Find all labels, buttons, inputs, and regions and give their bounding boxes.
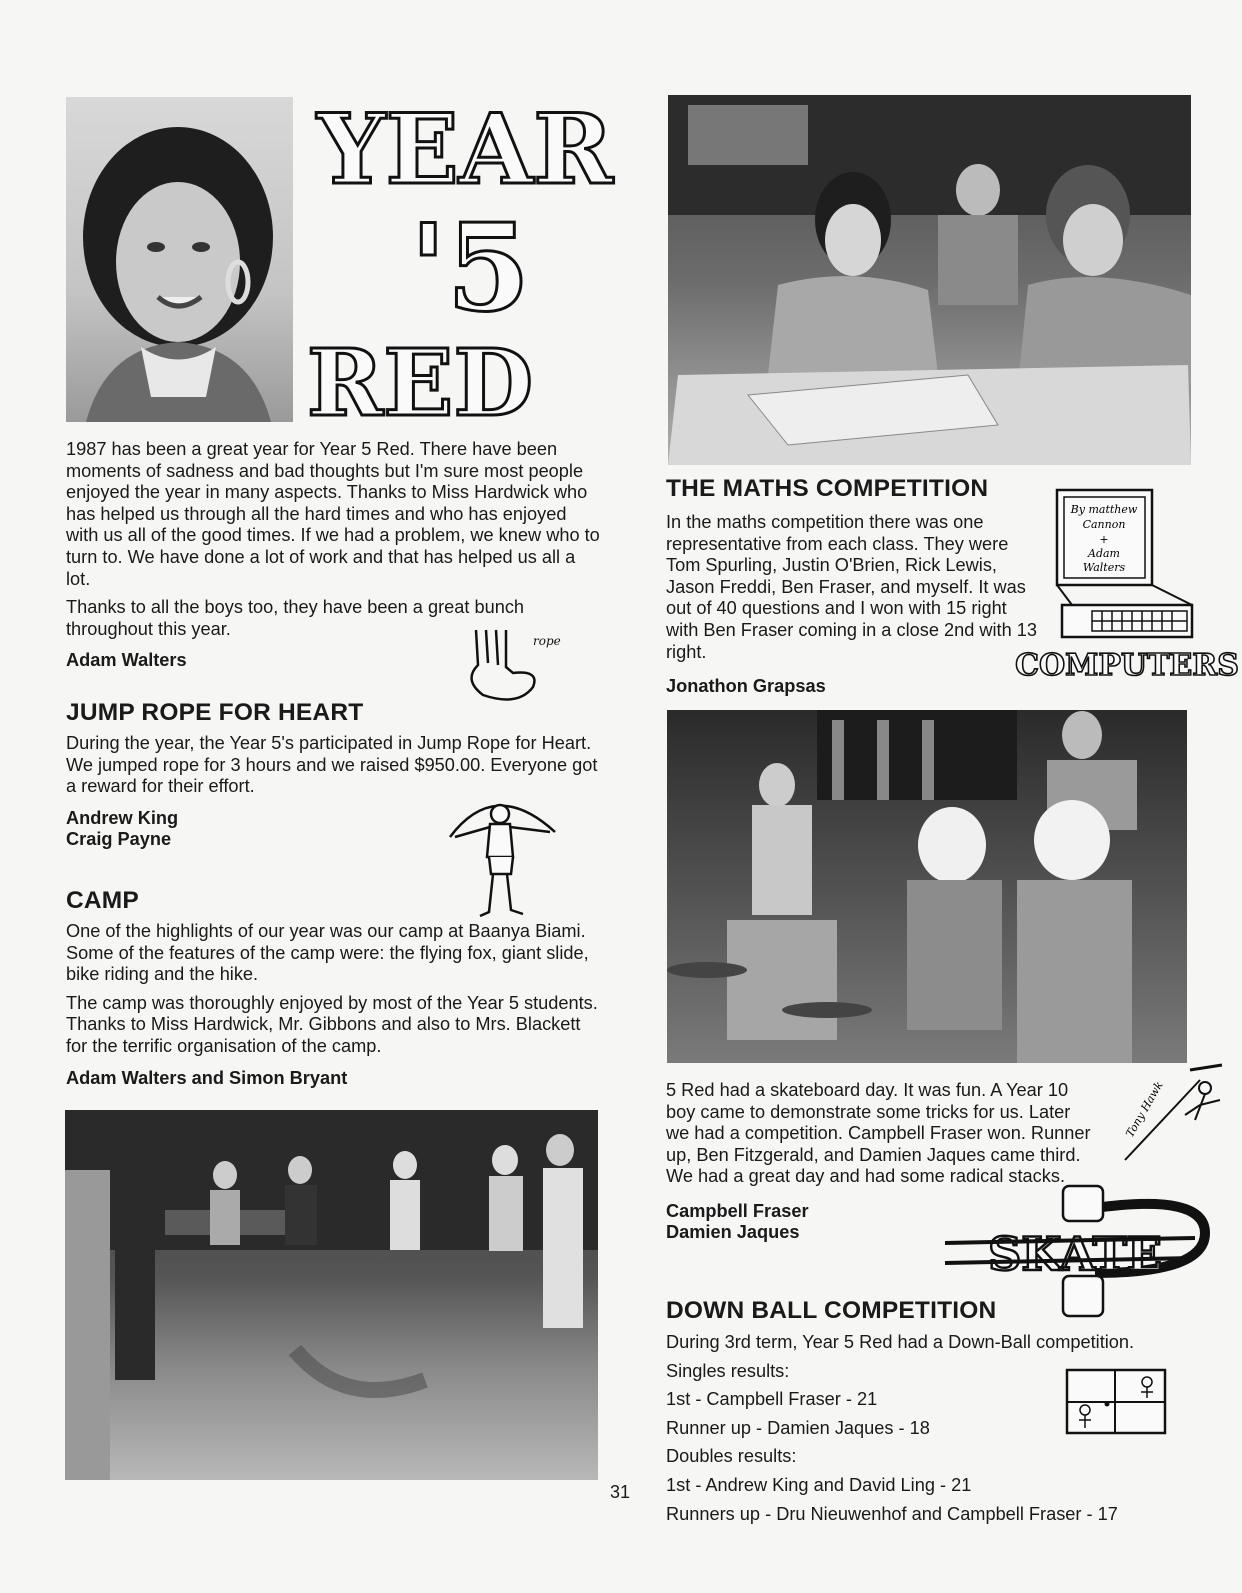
down-ball-line-2: Singles results: [666, 1360, 790, 1381]
jump-rope-heading: JUMP ROPE FOR HEART [66, 699, 364, 726]
camp-paragraph-2: The camp was thoroughly enjoyed by most of the Year 5 students. Thanks to Miss Hardwick, Mr. Gibbons and also to Mrs. Blackett for the terrific organisation of the camp. [66, 992, 598, 1056]
maths-heading: THE MATHS COMPETITION [666, 475, 989, 502]
maths-classroom-photo [668, 95, 1191, 465]
intro-author: Adam Walters [66, 650, 187, 671]
title-art-year: YEAR [317, 93, 613, 206]
maths-section [666, 475, 1051, 698]
computer-credit-line-4: Adam [1088, 547, 1120, 560]
jump-rope-author-1: Andrew King [66, 807, 179, 828]
camp-section [66, 887, 601, 1089]
page-number: 31 [610, 1482, 631, 1502]
rope-doodle-label: rope [533, 634, 561, 648]
down-ball-court-doodle [1065, 1368, 1167, 1435]
jump-rope-author-2: Craig Payne [66, 829, 172, 850]
down-ball-line-7: Runners up - Dru Nieuwenhof and Campbell Fraser - 17 [666, 1503, 1118, 1524]
camp-heading: CAMP [66, 887, 139, 914]
down-ball-line-4: Runner up - Damien Jaques - 18 [666, 1417, 930, 1438]
year-5-red-title-art [306, 93, 613, 437]
title-art-five: '5 [409, 198, 531, 339]
title-art-red: RED [306, 329, 534, 437]
maths-text: In the maths competition there was one representative from each class. They were Tom Spurling, Justin O'Brien, Rick Lewis, Jason Freddi, Ben Fraser, and myself. It was out of 40 questions and I won with 15 right with Ben Fraser coming in a close 2nd with 13 right. [666, 512, 1038, 662]
skate-word-art: SKATE [988, 1227, 1162, 1281]
down-ball-line-5: Doubles results: [666, 1446, 797, 1467]
teacher-portrait-photo [66, 97, 293, 422]
computer-credit-line-1: By matthew [1070, 503, 1138, 516]
skateboard-text: 5 Red had a skateboard day. It was fun. A Year 10 boy came to demonstrate some tricks for us. Later we had a competition. Campbell Fraser won. Runner up, Ben Fitzgerald, and Damien Jaques came third. We had a great day and had some radical stacks. [666, 1080, 1091, 1187]
computer-credit-line-5: Walters [1082, 561, 1126, 574]
computers-word-art: COMPUTERS [1015, 648, 1239, 683]
down-ball-line-1: During 3rd term, Year 5 Red had a Down-Ball competition. [666, 1332, 1135, 1352]
skater-credit: Tony Hawk [1123, 1079, 1166, 1140]
camp-author: Adam Walters and Simon Bryant [66, 1067, 348, 1088]
computer-doodle [1015, 485, 1239, 690]
rope-doodle [458, 625, 568, 705]
jump-rope-text: During the year, the Year 5's participated in Jump Rope for Heart. We jumped rope for 3 hours and we raised $950.00. Everyone got a reward for their effort. [66, 733, 598, 797]
skateboard-author-2: Damien Jaques [666, 1222, 800, 1243]
down-ball-heading: DOWN BALL COMPETITION [666, 1297, 997, 1324]
skateboard-day-photo [667, 710, 1187, 1063]
maths-author: Jonathon Grapsas [666, 676, 826, 697]
computer-credit-line-3: + [1099, 533, 1109, 546]
skateboard-author-1: Campbell Fraser [666, 1200, 809, 1221]
down-ball-line-3: 1st - Campbell Fraser - 21 [666, 1389, 878, 1410]
intro-paragraph-2: Thanks to all the boys too, they have been a great bunch throughout this year. [66, 597, 525, 639]
down-ball-line-6: 1st - Andrew King and David Ling - 21 [666, 1474, 972, 1495]
playground-photo [65, 1110, 598, 1480]
computer-credit-line-2: Cannon [1082, 518, 1126, 531]
skater-doodle [1110, 1060, 1235, 1170]
camp-paragraph-1: One of the highlights of our year was our camp at Baanya Biami. Some of the features of the camp were: the flying fox, giant slide, bike riding and the hike. [66, 921, 589, 985]
intro-paragraph-1: 1987 has been a great year for Year 5 Red. There have been moments of sadness and bad thoughts but I'm sure most people enjoyed the year in many aspects. Thanks to Miss Hardwick who has helped us through all the hard times and who has enjoyed with us all of the good times. If we had a problem, we knew who to turn to. We have done a lot of work and that has helped us all a lot. [66, 439, 600, 589]
